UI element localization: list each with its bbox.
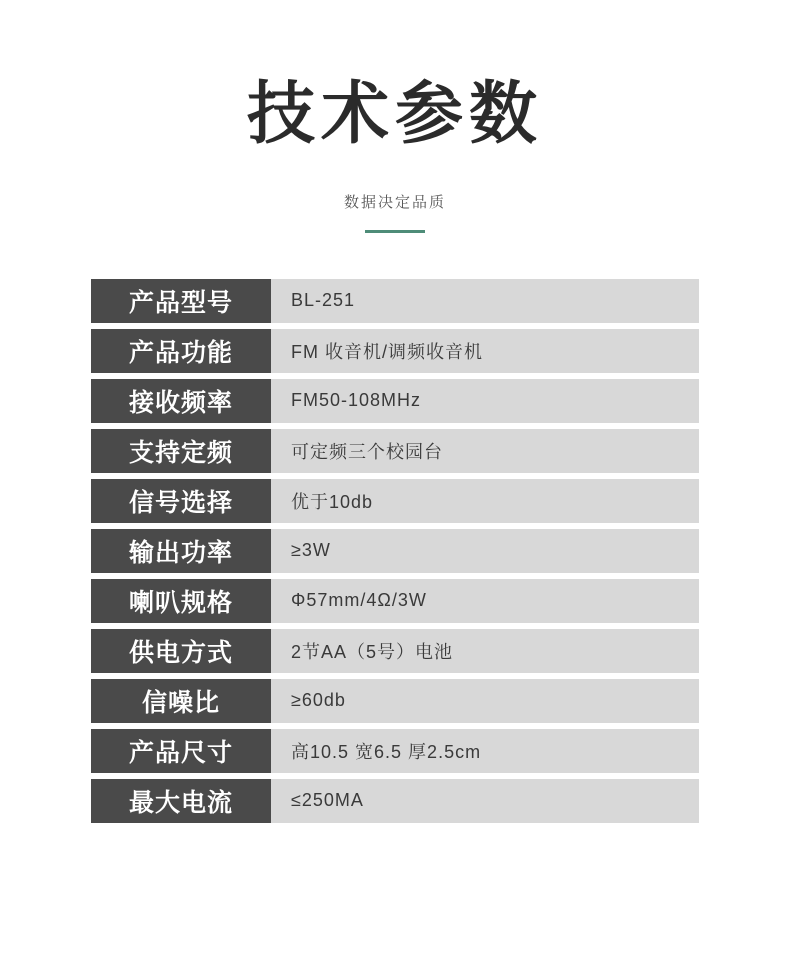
spec-value: ≥60db [271, 679, 699, 723]
table-row [91, 779, 699, 823]
table-row [91, 579, 699, 623]
spec-value: 高10.5 宽6.5 厚2.5cm [271, 729, 699, 773]
table-row [91, 329, 699, 373]
spec-label: 产品型号 [91, 279, 271, 323]
spec-label: 产品功能 [91, 329, 271, 373]
spec-label: 信号选择 [91, 479, 271, 523]
spec-label: 最大电流 [91, 779, 271, 823]
table-row [91, 379, 699, 423]
title-divider [365, 230, 425, 233]
spec-value: ≤250MA [271, 779, 699, 823]
table-row [91, 279, 699, 323]
spec-label: 供电方式 [91, 629, 271, 673]
table-row [91, 729, 699, 773]
spec-value: FM 收音机/调频收音机 [271, 329, 699, 373]
table-row [91, 629, 699, 673]
spec-label: 接收频率 [91, 379, 271, 423]
page-header [0, 0, 790, 233]
spec-value: BL-251 [271, 279, 699, 323]
spec-value: ≥3W [271, 529, 699, 573]
table-row [91, 529, 699, 573]
spec-label: 输出功率 [91, 529, 271, 573]
spec-label: 信噪比 [91, 679, 271, 723]
spec-value: 可定频三个校园台 [271, 429, 699, 473]
spec-label: 支持定频 [91, 429, 271, 473]
table-row [91, 479, 699, 523]
table-row [91, 679, 699, 723]
spec-label: 产品尺寸 [91, 729, 271, 773]
page-title: 技术参数 [246, 75, 543, 154]
spec-value: 2节AA（5号）电池 [271, 629, 699, 673]
spec-value: FM50-108MHz [271, 379, 699, 423]
spec-table [91, 279, 699, 823]
spec-label: 喇叭规格 [91, 579, 271, 623]
table-row [91, 429, 699, 473]
spec-value: 优于10db [271, 479, 699, 523]
spec-value: Φ57mm/4Ω/3W [271, 579, 699, 623]
page-subtitle: 数据决定品质 [343, 193, 446, 211]
